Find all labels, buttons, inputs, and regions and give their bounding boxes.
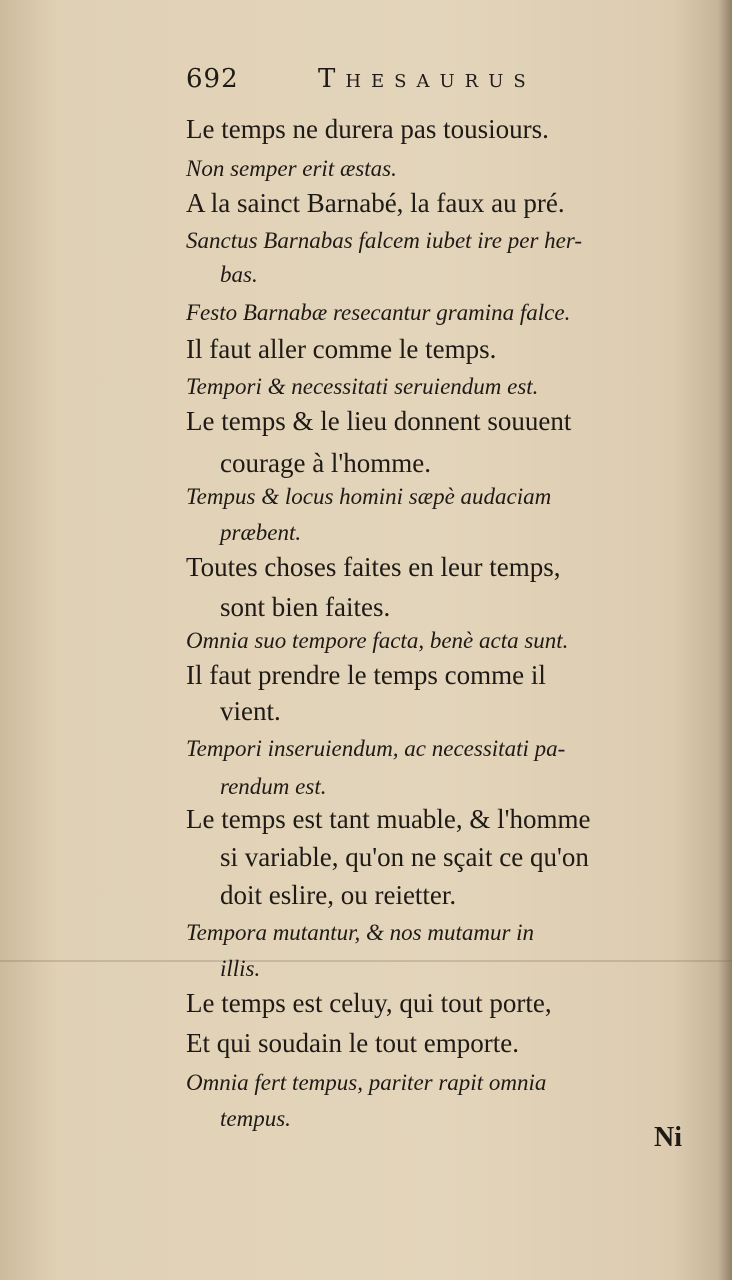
text-line: Sanctus Barnabas falcem iubet ire per her- (186, 228, 583, 253)
catchword: Ni (654, 1122, 682, 1153)
text-line: si variable, qu'on ne sçait ce qu'on (220, 842, 589, 872)
text-line: Tempora mutantur, & nos mutamur in (186, 920, 535, 945)
text-line: Tempori inseruiendum, ac necessitati pa- (186, 736, 566, 761)
paper-fold-line (0, 960, 732, 962)
page-number: 692 (186, 64, 239, 94)
text-line: sont bien faites. (220, 592, 391, 622)
text-line: Omnia suo tempore facta, benè acta sunt. (186, 628, 569, 653)
text-line: Le temps ne durera pas tousiours. (186, 114, 549, 144)
page-gutter-shadow (718, 0, 732, 1280)
text-line: Omnia fert tempus, pariter rapit omnia (186, 1070, 547, 1095)
text-line: doit eslire, ou reietter. (220, 880, 457, 910)
text-line: tempus. (220, 1106, 291, 1131)
text-line: Festo Barnabæ resecantur gramina falce. (186, 300, 571, 325)
text-line: bas. (220, 262, 258, 287)
text-line: Le temps est tant muable, & l'homme (186, 804, 591, 834)
text-line: courage à l'homme. (220, 448, 432, 478)
text-line: vient. (220, 696, 281, 726)
text-line: Le temps est celuy, qui tout porte, (186, 988, 552, 1018)
text-line: præbent. (220, 520, 302, 545)
text-line: Non semper erit æstas. (186, 156, 397, 181)
text-line: Tempus & locus homini sæpè audaciam (186, 484, 552, 509)
text-line: Et qui soudain le tout emporte. (186, 1028, 519, 1058)
text-line: Il faut prendre le temps comme il (186, 660, 546, 690)
text-line: A la sainct Barnabé, la faux au pré. (186, 188, 565, 218)
text-line: Il faut aller comme le temps. (186, 334, 497, 364)
text-line: illis. (220, 956, 261, 981)
text-line: rendum est. (220, 774, 327, 799)
text-line: Tempori & necessitati seruiendum est. (186, 374, 539, 399)
page-header (186, 64, 626, 100)
text-line: Le temps & le lieu donnent souuent (186, 406, 572, 436)
text-line: Toutes choses faites en leur temps, (186, 552, 561, 582)
running-title: Thesaurus (318, 64, 536, 94)
